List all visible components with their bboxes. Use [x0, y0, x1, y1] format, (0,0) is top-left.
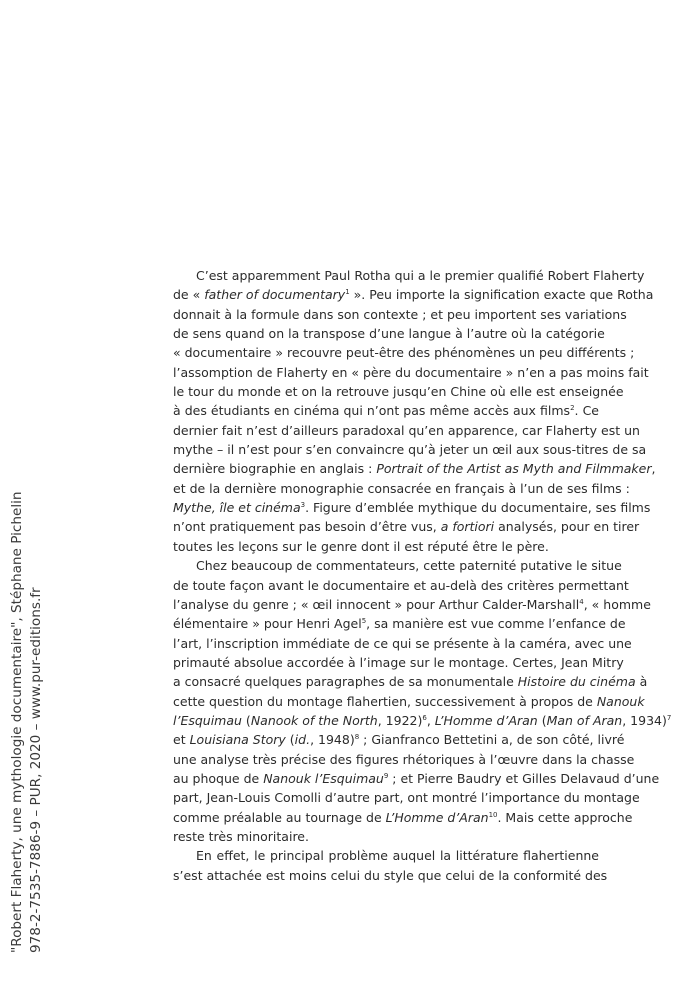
- text-run: C’est apparemment Paul Rotha qui a le premier qualifié Robert Flaherty: [196, 268, 645, 283]
- text-line: [173, 672, 648, 691]
- italic-text: L’Homme d’Aran: [434, 712, 538, 728]
- text-line: [173, 324, 605, 343]
- text-line: [173, 479, 630, 498]
- text-line: [173, 634, 632, 653]
- italic-text: Man of Aran: [546, 712, 623, 728]
- text-run: élémentaire » pour Henri Agel: [173, 616, 362, 632]
- book-title-line: "Robert Flaherty, une mythologie documentaire", Stéphane Pichelin: [9, 491, 25, 953]
- text-run: . Ce: [574, 403, 599, 419]
- text-run: dernière biographie en anglais :: [173, 461, 377, 477]
- text-run: une analyse très précise des figures rhétoriques à l’œuvre dans la chasse: [173, 751, 635, 767]
- italic-text: father of documentary: [204, 287, 346, 303]
- text-run: cette question du montage flahertien, successivement à propos de: [173, 693, 597, 709]
- text-line: [173, 866, 608, 885]
- text-line: [173, 382, 624, 401]
- text-run: à des étudiants en cinéma qui n’ont pas même accès aux films: [173, 403, 571, 419]
- text-line: [173, 305, 627, 324]
- text-run: et: [173, 732, 190, 748]
- footnote-ref: 3: [300, 501, 306, 510]
- text-run: (: [285, 732, 295, 748]
- paragraph: [173, 846, 608, 885]
- italic-text: L’Homme d’Aran: [385, 809, 489, 825]
- italic-text: Portrait of the Artist as Myth and Filmmaker: [376, 461, 652, 477]
- text-line: [173, 711, 672, 730]
- text-run: comme préalable au tournage de: [173, 809, 386, 825]
- text-run: dernier fait n’est d’ailleurs paradoxal qu’en apparence, car Flaherty est un: [173, 422, 640, 438]
- text-line: [173, 846, 599, 865]
- text-run: l’art, l’inscription immédiate de ce qui se présente à la caméra, avec une: [173, 635, 632, 651]
- text-run: , 1948): [310, 732, 355, 748]
- text-run: primauté absolue accordée à l’image sur le montage. Certes, Jean Mitry: [173, 654, 624, 670]
- text-run: ; et Pierre Baudry et Gilles Delavaud d’une: [388, 770, 660, 786]
- text-line: [173, 692, 645, 711]
- text-run: . Figure d’emblée mythique du documentaire, ses films: [305, 500, 651, 516]
- text-line: [173, 730, 625, 749]
- text-run: donnait à la formule dans son contexte ; et peu importent ses variations: [173, 306, 627, 322]
- text-run: , sa manière est vue comme l’enfance de: [366, 616, 626, 632]
- text-line: [173, 769, 660, 788]
- italic-text: Nanouk l’Esquimau: [263, 770, 384, 786]
- text-run: de «: [173, 287, 205, 303]
- text-run: à: [635, 674, 648, 690]
- text-line: [173, 266, 645, 285]
- italic-text: Histoire du cinéma: [517, 674, 636, 690]
- text-line: [173, 537, 599, 556]
- text-line: [173, 808, 633, 827]
- text-run: ,: [651, 461, 656, 477]
- text-run: « documentaire » recouvre peut-être des phénomènes un peu différents ;: [173, 345, 635, 361]
- text-run: (: [537, 712, 547, 728]
- text-run: ,: [426, 712, 435, 728]
- paragraph: [173, 266, 656, 556]
- text-run: En effet, le principal problème auquel la littérature flahertienne: [196, 848, 599, 864]
- footnote-ref: 7: [666, 713, 672, 722]
- text-run: toutes les leçons sur le genre dont il est réputé être le père.: [173, 538, 549, 554]
- footnote-ref: 4: [579, 597, 584, 606]
- text-run: et de la dernière monographie consacrée en français à l’un de ses films :: [173, 480, 630, 496]
- text-run: de toute façon avant le documentaire et au-delà des critères permettant: [173, 577, 629, 593]
- text-line: [173, 556, 622, 575]
- footnote-ref: 6: [422, 713, 427, 722]
- italic-text: l’Esquimau: [173, 712, 242, 728]
- footnote-ref: 2: [570, 404, 575, 413]
- text-run: reste très minoritaire.: [173, 828, 309, 844]
- text-line: [173, 595, 651, 614]
- text-line: [173, 343, 635, 362]
- text-run: , 1934): [622, 712, 667, 728]
- text-run: le tour du monde et on la retrouve jusqu’en Chine où elle est enseignée: [173, 384, 624, 400]
- text-run: a consacré quelques paragraphes de sa monumentale: [173, 674, 518, 690]
- paragraph: [173, 556, 672, 846]
- text-line: [173, 750, 635, 769]
- text-run: , 1922): [377, 712, 423, 728]
- text-line: [173, 285, 654, 304]
- body-text: [173, 266, 672, 885]
- copyright-sidebar: [8, 491, 46, 953]
- text-run: ; Gianfranco Bettetini a, de son côté, livré: [359, 732, 625, 748]
- italic-text: Louisiana Story: [189, 732, 286, 748]
- italic-text: Nanouk: [596, 693, 645, 709]
- text-run: . Mais cette approche: [497, 809, 633, 825]
- footnote-ref: 9: [383, 771, 389, 780]
- isbn-publisher-line: 978-2-7535-7886-9 – PUR, 2020 – www.pur-editions.fr: [28, 587, 44, 953]
- text-run: ». Peu importe la signification exacte que Rotha: [349, 287, 654, 303]
- italic-text: id.: [294, 732, 311, 748]
- footnote-ref: 5: [361, 617, 367, 626]
- text-run: analysés, pour en tirer: [494, 519, 640, 535]
- text-line: [173, 517, 640, 536]
- text-run: de sens quand on la transpose d’une langue à l’autre où la catégorie: [173, 326, 605, 342]
- text-run: au phoque de: [173, 770, 264, 786]
- text-run: part, Jean-Louis Comolli d’autre part, ont montré l’importance du montage: [173, 790, 640, 806]
- text-line: [173, 788, 640, 807]
- text-run: mythe – il n’est pour s’en convaincre qu’à jeter un œil aux sous-titres de sa: [173, 442, 647, 458]
- footnote-ref: 8: [354, 733, 360, 742]
- text-run: n’ont pratiquement pas besoin d’être vus,: [173, 519, 441, 535]
- text-run: , « homme: [583, 596, 651, 612]
- text-line: [173, 614, 626, 633]
- text-line: [173, 440, 647, 459]
- text-run: l’assomption de Flaherty en « père du documentaire » n’en a pas moins fait: [173, 364, 649, 380]
- text-run: l’analyse du genre ; « œil innocent » pour Arthur Calder-Marshall: [173, 596, 580, 612]
- text-line: [173, 498, 651, 517]
- text-line: [173, 576, 629, 595]
- text-line: [173, 459, 656, 478]
- text-line: [173, 827, 599, 846]
- footnote-ref: 10: [488, 810, 498, 819]
- text-line: [173, 401, 599, 420]
- text-line: [173, 421, 640, 440]
- text-run: Chez beaucoup de commentateurs, cette paternité putative le situe: [196, 558, 622, 574]
- text-line: [173, 653, 624, 672]
- italic-text: a fortiori: [440, 519, 495, 535]
- footnote-ref: 1: [345, 288, 350, 297]
- italic-text: Mythe, île et cinéma: [173, 500, 301, 516]
- text-run: s’est attachée est moins celui du style que celui de la conformité des: [173, 867, 608, 883]
- text-run: (: [241, 712, 251, 728]
- text-line: [173, 363, 649, 382]
- italic-text: Nanook of the North: [250, 712, 378, 728]
